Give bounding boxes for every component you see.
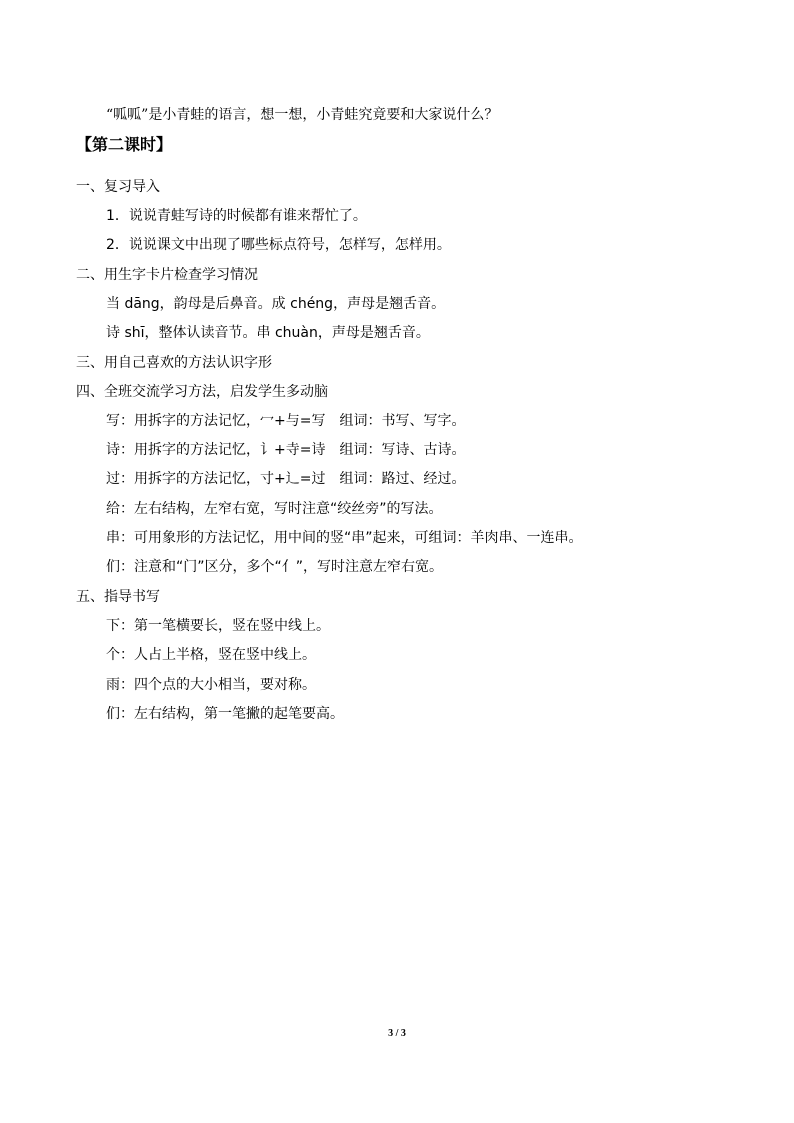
- section-2-item-1: 当 dāng，韵母是后鼻音。成 chéng，声母是翘舌音。: [106, 296, 446, 312]
- section-1-item-1: 1．说说青蛙写诗的时候都有谁来帮忙了。: [106, 208, 367, 224]
- section-4-item-3: 过：用拆字的方法记忆，寸+辶=过 组词：路过、经过。: [106, 471, 466, 487]
- section-4-item-6: 们：注意和“门”区分，多个“亻”，写时注意左窄右宽。: [106, 559, 444, 575]
- lesson-title: 【第二课时】: [76, 135, 173, 154]
- section-4-item-1: 写：用拆字的方法记忆，冖+与=写 组词：书写、写字。: [106, 413, 466, 429]
- intro-paragraph: “呱呱”是小青蛙的语言，想一想，小青蛙究竟要和大家说什么？: [106, 107, 499, 123]
- section-4-item-5: 串：可用象形的方法记忆，用中间的竖“串”起来，可组词：羊肉串、一连串。: [106, 530, 583, 546]
- page-number: 3 / 3: [388, 1028, 406, 1039]
- section-heading-1: 一、复习导入: [76, 179, 160, 195]
- section-4-item-4: 给：左右结构，左窄右宽，写时注意“绞丝旁”的写法。: [106, 501, 443, 517]
- section-1-item-2: 2．说说课文中出现了哪些标点符号，怎样写，怎样用。: [106, 237, 451, 253]
- section-5-item-2: 个：人占上半格，竖在竖中线上。: [106, 647, 316, 663]
- section-5-item-1: 下：第一笔横要长，竖在竖中线上。: [106, 618, 330, 634]
- section-2-item-2: 诗 shī，整体认读音节。串 chuàn，声母是翘舌音。: [106, 325, 430, 341]
- section-heading-2: 二、用生字卡片检查学习情况: [76, 267, 258, 283]
- section-heading-3: 三、用自己喜欢的方法认识字形: [76, 355, 272, 371]
- section-heading-4: 四、全班交流学习方法，启发学生多动脑: [76, 384, 328, 400]
- section-5-item-4: 们：左右结构，第一笔撇的起笔要高。: [106, 706, 344, 722]
- section-4-item-2: 诗：用拆字的方法记忆，讠+寺=诗 组词：写诗、古诗。: [106, 442, 466, 458]
- section-heading-5: 五、指导书写: [76, 589, 160, 605]
- section-5-item-3: 雨：四个点的大小相当，要对称。: [106, 677, 316, 693]
